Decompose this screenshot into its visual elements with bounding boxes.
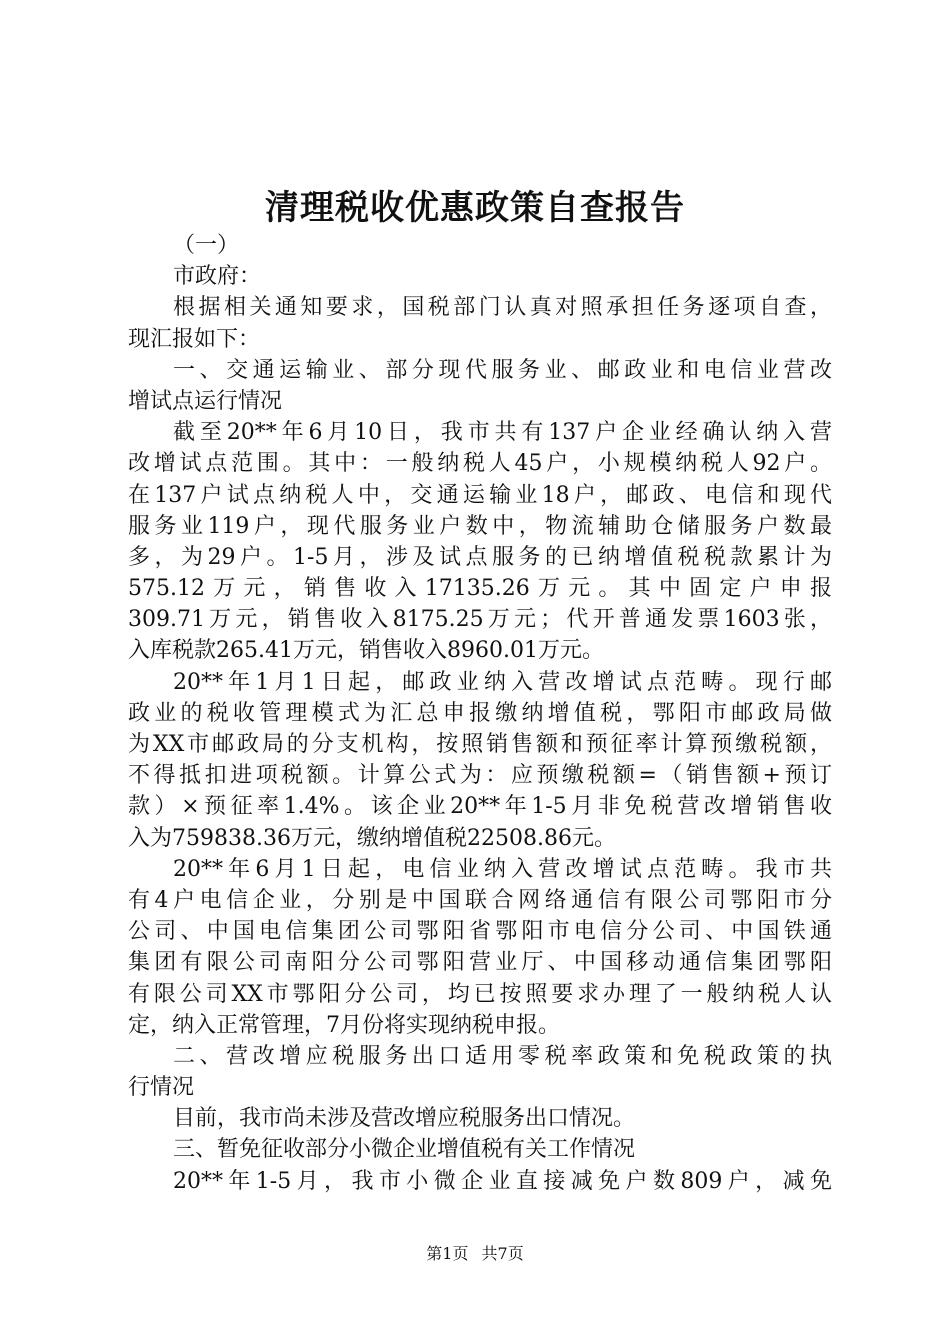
salutation: 市政府： bbox=[173, 264, 262, 290]
paragraph-line: 多，为29户。1-5月，涉及试点服务的已纳增值税税款累计为 bbox=[128, 544, 832, 570]
section-heading: 行情况 bbox=[128, 1075, 195, 1101]
paragraph-line: 款）×预征率1.4%。该企业20**年1-5月非免税营改增销售收 bbox=[128, 794, 832, 820]
paragraph-line: 20**年1-5月，我市小微企业直接减免户数809户，减免 bbox=[173, 1168, 832, 1194]
paragraph-line: 20**年6月1日起，电信业纳入营改增试点范畴。我市共 bbox=[173, 856, 832, 882]
paragraph-line: 入库税款265.41万元，销售收入8960.01万元。 bbox=[128, 638, 604, 664]
paragraph-line: 集团有限公司南阳分公司鄂阳营业厅、中国移动通信集团鄂阳 bbox=[128, 950, 832, 976]
paragraph-line: 309.71万元，销售收入8175.25万元；代开普通发票1603张， bbox=[128, 607, 832, 633]
document-body bbox=[128, 230, 832, 1197]
paragraph-line: 根据相关通知要求，国税部门认真对照承担任务逐项自查， bbox=[173, 295, 832, 321]
section-heading: 三、暂免征收部分小微企业增值税有关工作情况 bbox=[173, 1137, 636, 1163]
paragraph-line: 改增试点范围。其中：一般纳税人45户，小规模纳税人92户。 bbox=[128, 451, 832, 477]
section-heading: 一、交通运输业、部分现代服务业、邮政业和电信业营改 bbox=[173, 357, 832, 383]
paragraph-line: 有4户电信企业，分别是中国联合网络通信有限公司鄂阳市分 bbox=[128, 887, 832, 913]
section-heading: 增试点运行情况 bbox=[128, 388, 283, 414]
paragraph-line: 截至20**年6月10日，我市共有137户企业经确认纳入营 bbox=[173, 420, 832, 446]
paragraph-line: 不得抵扣进项税额。计算公式为：应预缴税额=（销售额+预订 bbox=[128, 763, 832, 789]
paragraph-line: 定，纳入正常管理，7月份将实现纳税申报。 bbox=[128, 1012, 560, 1038]
paragraph-line: 公司、中国电信集团公司鄂阳省鄂阳市电信分公司、中国铁通 bbox=[128, 919, 832, 945]
page-number: 第1页 bbox=[426, 1244, 469, 1263]
paragraph-line: 现汇报如下： bbox=[128, 326, 261, 352]
page-total: 共7页 bbox=[481, 1244, 524, 1263]
paragraph-line: 入为759838.36万元，缴纳增值税22508.86元。 bbox=[128, 825, 616, 851]
paragraph-line: 在137户试点纳税人中，交通运输业18户，邮政、电信和现代 bbox=[128, 482, 832, 508]
paragraph-line: 目前，我市尚未涉及营改增应税服务出口情况。 bbox=[173, 1106, 636, 1132]
page-footer bbox=[0, 1244, 950, 1264]
paragraph-line: 政业的税收管理模式为汇总申报缴纳增值税，鄂阳市邮政局做 bbox=[128, 700, 832, 726]
section-number: （一） bbox=[173, 233, 240, 258]
paragraph-line: 服务业119户，现代服务业户数中，物流辅助仓储服务户数最 bbox=[128, 513, 832, 539]
paragraph-line: 有限公司XX市鄂阳分公司，均已按照要求办理了一般纳税人认 bbox=[128, 981, 832, 1007]
paragraph-line: 575.12万元，销售收入17135.26万元。其中固定户申报 bbox=[128, 576, 832, 602]
section-heading: 二、营改增应税服务出口适用零税率政策和免税政策的执 bbox=[173, 1043, 832, 1069]
paragraph-line: 为XX市邮政局的分支机构，按照销售额和预征率计算预缴税额， bbox=[128, 732, 832, 757]
paragraph-line: 20**年1月1日起，邮政业纳入营改增试点范畴。现行邮 bbox=[173, 669, 832, 695]
document-title: 清理税收优惠政策自查报告 bbox=[265, 188, 685, 228]
